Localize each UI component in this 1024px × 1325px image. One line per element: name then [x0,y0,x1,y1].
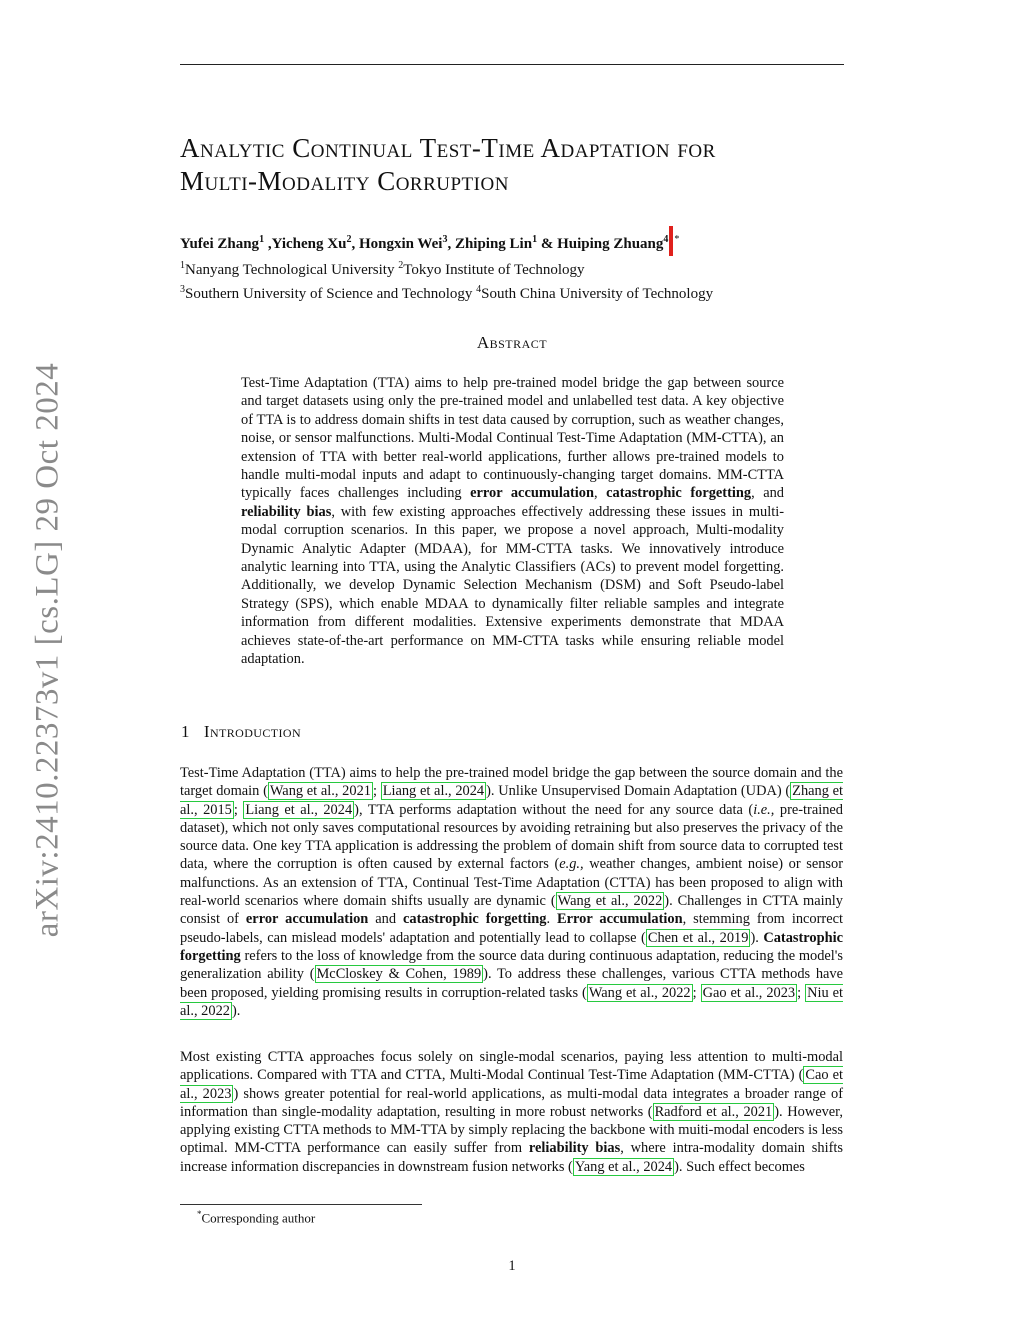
citation-link[interactable]: Niu et al., 2022 [180,984,844,1019]
text-cursor-mark [669,226,673,256]
citation-link[interactable]: Liang et al., 2024 [245,801,353,818]
author-3: , Hongxin Wei [351,236,443,252]
author-4: , Zhiping Lin [447,236,533,252]
citation-link[interactable]: Wang et al., 2021 [269,783,371,800]
footnote-text: Corresponding author [201,1210,316,1226]
citation-link[interactable]: Gao et al., 2023 [702,984,796,1001]
citation-link[interactable]: Zhang et al., 2015 [180,783,844,818]
section-number: 1 [181,722,190,741]
abstract-heading: Abstract [476,333,548,352]
page-number: 1 [508,1258,516,1274]
abstract-text: Test-Time Adaptation (TTA) aims to help pre-trained model bridge the gap between source and target datasets using only the pre-trained model and unlabelled test data. A key objective of TTA is to address domain shifts in test data caused by corruption, such as weather changes, noise, or sensor malfunctions. Multi-Modal Continual Test-Time Adaptation (MM-CTTA), an extension of TTA with better real-world applications, further allows pre-trained models to handle multi-modal inputs and adapt to continuously-changing target domains. MM-CTTA typically faces challenges including error accumulation, catastrophic forgetting, and reliability bias, with few existing approaches effectively addressing these issues in multi-modal corruption scenarios. In this paper, we propose a novel approach, Multi-modality Dynamic Analytic Adapter (MDAA), for MM-CTTA tasks. We innovatively introduce analytic learning into TTA, using the Analytic Classifiers (ACs) to prevent model forgetting. Additionally, we develop Dynamic Selection Mechanism (DSM) and Soft Pseudo-label Strategy (SPS), which enable MDAA to dynamically filter reliable samples and integrate information from different modalities. Extensive experiments demonstrate that MDAA achieves state-of-the-art performance on MM-CTTA tasks while ensuring reliable model adaptation. [241,375,784,668]
corresponding-mark: * [674,234,680,245]
citation-link[interactable]: Liang et al., 2024 [382,783,485,800]
affiliation-line-1: $^1$Nanyang Technological University $^2$Tokyo Institute of Technology [180,260,585,278]
affiliation-line-2: $^3$Southern University of Science and Technology $^4$South China University of Technology [180,284,714,302]
footnote-rule [180,1204,422,1205]
author-2: ,Yicheng Xu [264,236,347,252]
section-heading-introduction [181,722,301,742]
author-5: & Huiping Zhuang [537,236,664,252]
citation-link[interactable]: Yang et al., 2024 [574,1158,673,1175]
citation-link[interactable]: Wang et al., 2022 [588,984,691,1001]
footnote-mark: * [197,1209,202,1219]
title-line-2: Multi-Modality Corruption [180,166,509,196]
citation-link[interactable]: Cao et al., 2023 [180,1067,843,1102]
title-line-1: Analytic Continual Test-Time Adaptation for [180,133,716,163]
citation-link[interactable]: Radford et al., 2021 [654,1103,773,1120]
author-1: Yufei Zhang [180,236,260,252]
citation-link[interactable]: McCloskey & Cohen, 1989 [316,966,482,983]
intro-paragraph-1: Test-Time Adaptation (TTA) aims to help the pre-trained model bridge the gap between the source domain and the target domain ( Wang et al., 2021 ; Liang et al., 2024 ). Unlike Unsupervised Domain Adaptation (UDA) ( Zhang et al., 2015 ; Liang et al., 2024 ), TTA performs adaptation without the need for any source data (i.e., pre-trained dataset), which not only saves computational resources by avoiding retraining but also preserves the privacy of the source data. One key TTA application is addressing the problem of domain shift from source data to corrupted test data, where the corruption is often caused by external factors (e.g., weather changes, ambient noise) or sensor malfunctions. As an extension of TTA, Continual Test-Time Adaptation (CTTA) has been proposed to align with real-world scenarios where domain shifts usually are dynamic ( Wang et al., 2022 ). Challenges in CTTA mainly consist of error accumulation and catastrophic forgetting. Error accumulation, stemming from incorrect pseudo-labels, can mislead models' adaptation and potentially lead to collapse ( Chen et al., 2019 ). Catastrophic forgetting refers to the loss of knowledge from the source data during continuous adaptation, reducing the model's generalization ability ( McCloskey & Cohen, 1989 ). To address these challenges, various CTTA methods have been proposed, yielding promising results in corruption-related tasks ( Wang et al., 2022 ; Gao et al., 2023 ; Niu et al., 2022 ). [180,765,844,1019]
section-title: Introduction [203,722,302,741]
citation-link[interactable]: Chen et al., 2019 [647,929,749,946]
arxiv-id-stamp: arXiv:2410.22373v1 [cs.LG] 29 Oct 2024 [29,362,66,938]
citation-link[interactable]: Wang et al., 2022 [557,893,663,910]
footnote [197,1209,315,1226]
paper-title [180,132,860,198]
intro-paragraph-2: Most existing CTTA approaches focus solely on single-modal scenarios, paying less attention to multi-modal applications. Compared with TTA and CTTA, Multi-Modal Continual Test-Time Adaptation (MM-CTTA) ( Cao et al., 2023 ) shows greater potential for real-world applications, as multi-modal data integrates a broader range of information than single-modality adaptation, resulting in more robust networks ( Radford et al., 2021 ). However, applying existing CTTA methods to MM-TTA by simply replacing the backbone with muiti-modal encoders is less optimal. MM-CTTA performance can easily suffer from reliability bias, where intra-modality domain shifts increase information discrepancies in downstream fusion networks ( Yang et al., 2024 ). Such effect becomes [180,1049,843,1175]
author-names: Yufei Zhang$^1$ ,Yicheng Xu$^2$, Hongxin Wei$^3$, Zhiping Lin$^1$ & Huiping Zhuang$^4$ * [180,226,830,256]
author-block [180,226,830,304]
header-rule [180,64,844,65]
